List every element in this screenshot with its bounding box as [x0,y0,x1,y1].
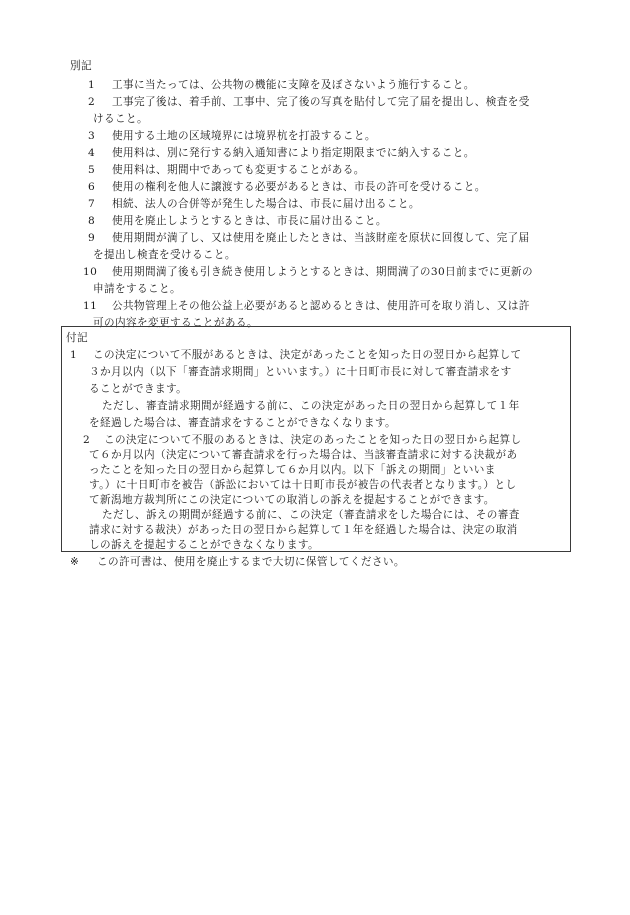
bekki-item-2-text: 工事完了後は、着手前、工事中、完了後の写真を貼付して完了届を提出し、検査を受 [112,96,530,108]
bekki-item-9-number: 9 [88,232,96,244]
bekki-item-1-text: 工事に当たっては、公共物の機能に支障を及ぼさないよう施行すること。 [112,79,475,91]
bekki-item-11-text-cont: 可の内容を変更することがある。 [93,317,258,329]
bekki-item-6-text: 使用の権利を他人に譲渡する必要があるときは、市長の許可を受けること。 [112,181,486,193]
bekki-item-11-text: 公共物管理上その他公益上必要があると認めるときは、使用許可を取り消し、又は許 [112,300,530,312]
fuki-item-2-line-2: て６か月以内（決定について審査請求を行った場合は、当該審査請求に対する決裁があ [89,449,518,461]
bekki-item-3-text: 使用する土地の区域境界には境界杭を打設すること。 [112,130,376,142]
bekki-item-5-text: 使用料は、期間中であっても変更することがある。 [112,164,365,176]
fuki-item-2-proviso-line-1: ただし、訴えの期間が経過する前に、この決定（審査請求をした場合には、その審査 [102,509,520,521]
bekki-item-5-number: 5 [88,164,96,176]
bekki-item-2-number: 2 [88,96,96,108]
fuki-item-1-line-3: ることができます。 [89,383,188,395]
bekki-item-1-number: 1 [88,79,96,91]
fuki-heading: 付記 [66,332,88,344]
bekki-item-10-text-cont: 申請をすること。 [93,283,181,295]
bekki-item-2-text-cont: けること。 [93,113,148,125]
bekki-item-4-text: 使用料は、別に発行する納入通知書により指定期限までに納入すること。 [112,147,475,159]
bekki-item-3-number: 3 [88,130,96,142]
bekki-item-9-text-cont: を提出し検査を受けること。 [93,249,236,261]
fuki-item-1-proviso-line-1: ただし、審査請求期間が経過する前に、この決定があった日の翌日から起算して１年 [102,400,520,412]
fuki-item-1-proviso-line-2: を経過した場合は、審査請求をすることができなくなります。 [89,417,396,429]
bekki-item-8-number: 8 [88,215,96,227]
fuki-item-2-line-4: す。）に十日町市を被告（訴訟においては十日町市長が被告の代表者となります。）とし [89,479,517,491]
bekki-heading: 別記 [70,60,92,72]
fuki-item-1-line-2: ３か月以内（以下「審査請求期間」といいます。）に十日町市長に対して審査請求をす [89,366,512,378]
fuki-item-2-line-3: ったことを知った日の翌日から起算して６か月以内。以下「訴えの期間」といいま [89,464,496,476]
bekki-item-6-number: 6 [88,181,96,193]
bekki-item-10-number: 10 [83,266,98,278]
bekki-item-10-text: 使用期間満了後も引き続き使用しようとするときは、期間満了の30日前までに更新の [112,266,534,278]
note-mark: ※ [70,556,80,568]
bekki-item-9-text: 使用期間が満了し、又は使用を廃止したときは、当該財産を原状に回復して、完了届 [112,232,530,244]
bekki-item-4-number: 4 [88,147,96,159]
note-text: この許可書は、使用を廃止するまで大切に保管してください。 [97,556,405,568]
fuki-item-2-proviso-line-2: 請求に対する裁決）があった日の翌日から起算して１年を経過した場合は、決定の取消 [89,524,518,536]
bekki-item-7-text: 相続、法人の合併等が発生した場合は、市長に届け出ること。 [112,198,420,210]
fuki-item-1-line-1: この決定について不服があるときは、決定があったことを知った日の翌日から起算して [93,349,522,361]
fuki-item-2-line-1: この決定について不服のあるときは、決定のあったことを知った日の翌日から起算し [104,434,522,446]
bekki-item-7-number: 7 [88,198,96,210]
fuki-item-2-number: 2 [83,434,91,446]
fuki-item-2-proviso-line-3: しの訴えを提起することができなくなります。 [89,539,320,551]
fuki-item-2-line-5: て新潟地方裁判所にこの決定についての取消しの訴えを提起することができます。 [89,494,495,506]
fuki-item-1-number: 1 [70,349,78,361]
bekki-item-11-number: 11 [83,300,98,312]
bekki-item-8-text: 使用を廃止しようとするときは、市長に届け出ること。 [112,215,387,227]
